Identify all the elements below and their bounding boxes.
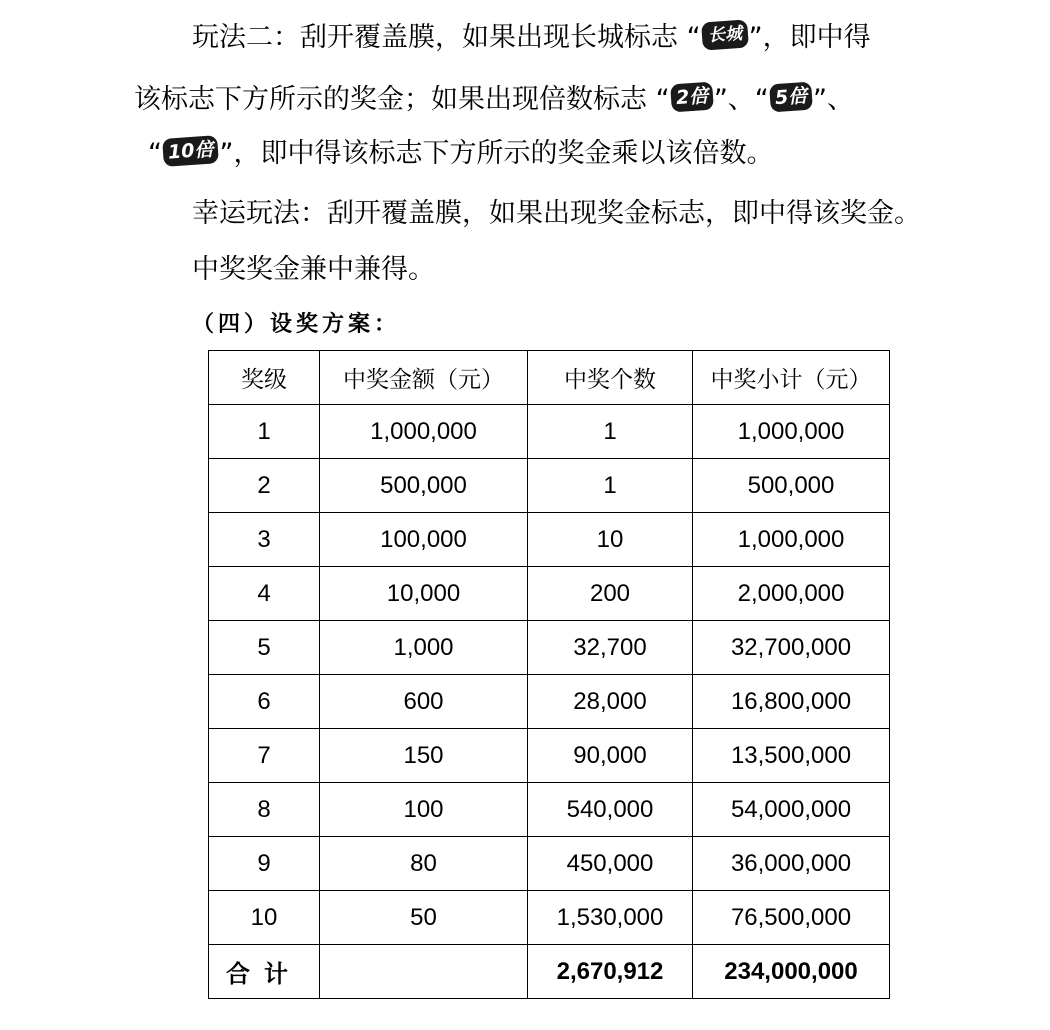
prize-amount: 80 bbox=[320, 837, 528, 891]
multiplier-2x-badge: 2倍 bbox=[670, 81, 714, 112]
winner-count: 90,000 bbox=[528, 729, 693, 783]
subtotal: 76,500,000 bbox=[693, 891, 890, 945]
subtotal: 54,000,000 bbox=[693, 783, 890, 837]
rules-line-2 bbox=[134, 80, 854, 120]
table-row bbox=[209, 405, 890, 459]
prize-amount: 600 bbox=[320, 675, 528, 729]
winner-count: 540,000 bbox=[528, 783, 693, 837]
prize-level: 1 bbox=[209, 405, 320, 459]
subtotal: 2,000,000 bbox=[693, 567, 890, 621]
subtotal: 16,800,000 bbox=[693, 675, 890, 729]
prize-level: 10 bbox=[209, 891, 320, 945]
prize-level: 6 bbox=[209, 675, 320, 729]
rules-text: ”，即中得 bbox=[748, 22, 871, 53]
multiplier-5x-badge: 5倍 bbox=[769, 81, 813, 112]
prize-amount: 10,000 bbox=[320, 567, 528, 621]
winner-count: 28,000 bbox=[528, 675, 693, 729]
header-prize-level: 奖级 bbox=[209, 351, 320, 405]
subtotal: 36,000,000 bbox=[693, 837, 890, 891]
table-row bbox=[209, 675, 890, 729]
winner-count: 1 bbox=[528, 405, 693, 459]
prize-amount: 500,000 bbox=[320, 459, 528, 513]
subtotal: 500,000 bbox=[693, 459, 890, 513]
lucky-play-rules: 幸运玩法：刮开覆盖膜，如果出现奖金标志，即中得该奖金。 bbox=[192, 198, 921, 229]
rules-text: 玩法二：刮开覆盖膜，如果出现长城标志 “ bbox=[192, 22, 701, 53]
subtotal: 13,500,000 bbox=[693, 729, 890, 783]
subtotal: 1,000,000 bbox=[693, 405, 890, 459]
table-row bbox=[209, 891, 890, 945]
table-row bbox=[209, 513, 890, 567]
table-row bbox=[209, 729, 890, 783]
table-row bbox=[209, 459, 890, 513]
prize-amount: 1,000 bbox=[320, 621, 528, 675]
prize-amount: 50 bbox=[320, 891, 528, 945]
winner-count: 1,530,000 bbox=[528, 891, 693, 945]
prize-level: 5 bbox=[209, 621, 320, 675]
table-row bbox=[209, 567, 890, 621]
subtotal: 32,700,000 bbox=[693, 621, 890, 675]
header-prize-amount: 中奖金额（元） bbox=[320, 351, 528, 405]
table-row bbox=[209, 621, 890, 675]
rules-text: ”，即中得该标志下方所示的奖金乘以该倍数。 bbox=[219, 138, 774, 169]
prize-amount: 1,000,000 bbox=[320, 405, 528, 459]
prize-level: 9 bbox=[209, 837, 320, 891]
total-subtotal: 234,000,000 bbox=[693, 945, 890, 999]
rules-line-3 bbox=[148, 134, 773, 174]
subtotal: 1,000,000 bbox=[693, 513, 890, 567]
combined-prize-note: 中奖奖金兼中兼得。 bbox=[192, 254, 435, 285]
prize-level: 4 bbox=[209, 567, 320, 621]
rules-line-1 bbox=[192, 18, 871, 58]
table-row bbox=[209, 783, 890, 837]
total-label: 合计 bbox=[209, 945, 320, 999]
prize-table bbox=[208, 350, 890, 999]
total-amount-empty bbox=[320, 945, 528, 999]
winner-count: 32,700 bbox=[528, 621, 693, 675]
winner-count: 450,000 bbox=[528, 837, 693, 891]
rules-text: ”、 bbox=[813, 84, 855, 115]
rules-text: 该标志下方所示的奖金；如果出现倍数标志 “ bbox=[134, 84, 670, 115]
rules-text: ”、“ bbox=[713, 84, 769, 115]
prize-level: 8 bbox=[209, 783, 320, 837]
prize-level: 7 bbox=[209, 729, 320, 783]
prize-level: 2 bbox=[209, 459, 320, 513]
total-row bbox=[209, 945, 890, 999]
header-subtotal: 中奖小计（元） bbox=[693, 351, 890, 405]
winner-count: 10 bbox=[528, 513, 693, 567]
prize-amount: 100 bbox=[320, 783, 528, 837]
prize-amount: 100,000 bbox=[320, 513, 528, 567]
winner-count: 200 bbox=[528, 567, 693, 621]
table-row bbox=[209, 837, 890, 891]
section-title: （四）设奖方案： bbox=[192, 311, 401, 337]
prize-amount: 150 bbox=[320, 729, 528, 783]
header-winner-count: 中奖个数 bbox=[528, 351, 693, 405]
total-winner-count: 2,670,912 bbox=[528, 945, 693, 999]
multiplier-10x-badge: 10倍 bbox=[162, 135, 219, 167]
table-header-row bbox=[209, 351, 890, 405]
rules-text: “ bbox=[148, 138, 162, 169]
prize-level: 3 bbox=[209, 513, 320, 567]
great-wall-logo-badge: 长城 bbox=[701, 19, 749, 50]
winner-count: 1 bbox=[528, 459, 693, 513]
